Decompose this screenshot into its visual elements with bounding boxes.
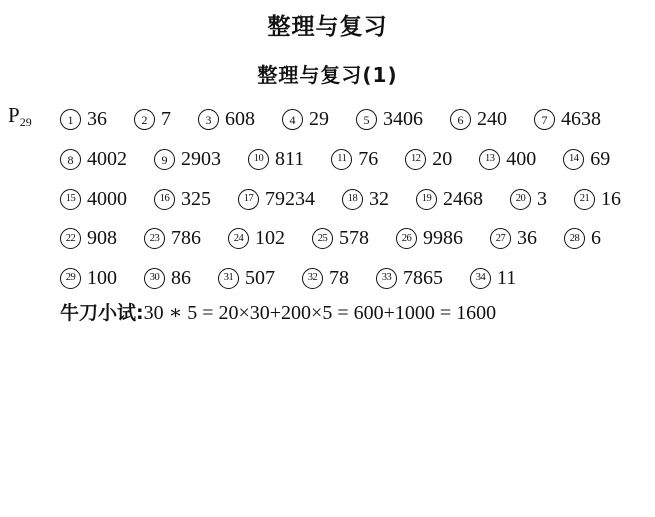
answer-value: 76 xyxy=(358,148,379,171)
question-number: 25 xyxy=(312,228,333,249)
question-number: 8 xyxy=(60,149,81,170)
answer-item xyxy=(450,108,507,131)
page-reference xyxy=(8,103,32,130)
answer-value: 36 xyxy=(87,108,107,131)
answer-item xyxy=(144,227,201,250)
question-number: 33 xyxy=(376,268,397,289)
answer-list xyxy=(60,100,650,298)
question-number: 2 xyxy=(134,109,155,130)
answer-value: 3406 xyxy=(383,108,423,131)
question-number: 20 xyxy=(510,189,531,210)
trial-section xyxy=(60,298,496,325)
answer-value: 7865 xyxy=(403,267,443,290)
trial-expression: 30 ∗ 5 = 20×30+200×5 = 600+1000 = 1600 xyxy=(143,302,497,324)
answer-item xyxy=(356,108,423,131)
answer-item xyxy=(563,148,610,171)
answer-item xyxy=(60,108,107,131)
question-number: 31 xyxy=(218,268,239,289)
answer-item xyxy=(564,227,601,250)
answer-item xyxy=(510,188,547,211)
question-number: 22 xyxy=(60,228,81,249)
answer-item xyxy=(396,227,463,250)
answer-value: 102 xyxy=(255,227,285,250)
answer-item xyxy=(405,148,452,171)
answer-value: 100 xyxy=(87,267,117,290)
question-number: 19 xyxy=(416,189,437,210)
answer-item xyxy=(490,227,537,250)
answer-value: 29 xyxy=(309,108,329,131)
answer-value: 69 xyxy=(590,148,611,171)
answer-value: 908 xyxy=(87,227,117,250)
answer-item xyxy=(60,227,117,250)
answer-item xyxy=(302,267,349,290)
answer-value: 507 xyxy=(245,267,275,290)
answer-value: 4638 xyxy=(561,108,601,131)
answer-item xyxy=(342,188,389,211)
answer-value: 6 xyxy=(591,227,601,250)
question-number: 23 xyxy=(144,228,165,249)
answer-value: 20 xyxy=(432,148,453,171)
answer-value: 2468 xyxy=(443,187,483,210)
answer-value: 608 xyxy=(225,108,255,131)
question-number: 32 xyxy=(302,268,323,289)
answer-value: 400 xyxy=(506,148,537,171)
question-number: 1 xyxy=(60,109,81,130)
question-number: 3 xyxy=(198,109,219,130)
page-ref-number: 29 xyxy=(19,115,32,129)
question-number: 16 xyxy=(154,189,175,210)
answer-value: 240 xyxy=(477,108,507,131)
answer-value: 786 xyxy=(171,227,201,250)
answer-value: 4000 xyxy=(87,187,127,210)
answer-value: 578 xyxy=(339,227,369,250)
question-number: 17 xyxy=(238,189,259,210)
answer-row xyxy=(60,259,650,299)
answer-row xyxy=(60,100,650,140)
question-number: 15 xyxy=(60,189,81,210)
answer-value: 7 xyxy=(161,108,171,131)
answer-item xyxy=(534,108,601,131)
page-title: 整理与复习 xyxy=(267,14,388,40)
question-number: 9 xyxy=(154,149,175,170)
answer-value: 2903 xyxy=(181,148,221,171)
question-number: 13 xyxy=(479,149,500,170)
question-number: 30 xyxy=(144,268,165,289)
answer-row xyxy=(60,179,650,219)
answer-item xyxy=(154,188,211,211)
question-number: 27 xyxy=(490,228,511,249)
answer-value: 36 xyxy=(517,227,537,250)
section-title: 整理与复习(1) xyxy=(257,63,398,87)
answer-value: 78 xyxy=(329,267,349,290)
answer-value: 811 xyxy=(275,148,305,171)
answer-item xyxy=(218,267,275,290)
question-number: 10 xyxy=(248,149,269,170)
answer-item xyxy=(144,267,191,290)
answer-item xyxy=(60,267,117,290)
question-number: 26 xyxy=(396,228,417,249)
answer-item xyxy=(416,188,483,211)
answer-value: 3 xyxy=(537,187,547,210)
question-number: 6 xyxy=(450,109,471,130)
question-number: 34 xyxy=(470,268,491,289)
page-ref-prefix: P xyxy=(8,103,20,127)
answer-row xyxy=(60,219,650,259)
answer-item xyxy=(479,148,536,171)
trial-label: 牛刀小试: xyxy=(60,302,144,324)
question-number: 28 xyxy=(564,228,585,249)
answer-value: 32 xyxy=(369,187,389,210)
answer-value: 4002 xyxy=(87,148,127,171)
answer-item xyxy=(248,148,304,171)
answer-value: 325 xyxy=(181,187,211,210)
question-number: 18 xyxy=(342,189,363,210)
answer-value: 11 xyxy=(497,267,517,290)
answer-item xyxy=(376,267,443,290)
answer-item xyxy=(154,148,221,171)
question-number: 11 xyxy=(331,149,352,170)
answer-value: 86 xyxy=(171,267,191,290)
question-number: 21 xyxy=(574,189,595,210)
question-number: 29 xyxy=(60,268,81,289)
answer-item xyxy=(228,227,285,250)
answer-item xyxy=(312,227,369,250)
answer-item xyxy=(238,188,315,211)
answer-item xyxy=(331,148,378,171)
answer-item xyxy=(282,108,329,131)
question-number: 7 xyxy=(534,109,555,130)
answer-item xyxy=(198,108,255,131)
answer-value: 79234 xyxy=(265,187,315,210)
answer-item xyxy=(574,188,621,211)
answer-item xyxy=(470,267,516,290)
question-number: 4 xyxy=(282,109,303,130)
answer-item xyxy=(60,188,127,211)
answer-item xyxy=(60,148,127,171)
question-number: 24 xyxy=(228,228,249,249)
answer-value: 9986 xyxy=(423,227,463,250)
answer-row xyxy=(60,140,650,180)
answer-item xyxy=(134,108,171,131)
question-number: 5 xyxy=(356,109,377,130)
question-number: 14 xyxy=(563,149,584,170)
answer-value: 16 xyxy=(601,187,621,210)
question-number: 12 xyxy=(405,149,426,170)
